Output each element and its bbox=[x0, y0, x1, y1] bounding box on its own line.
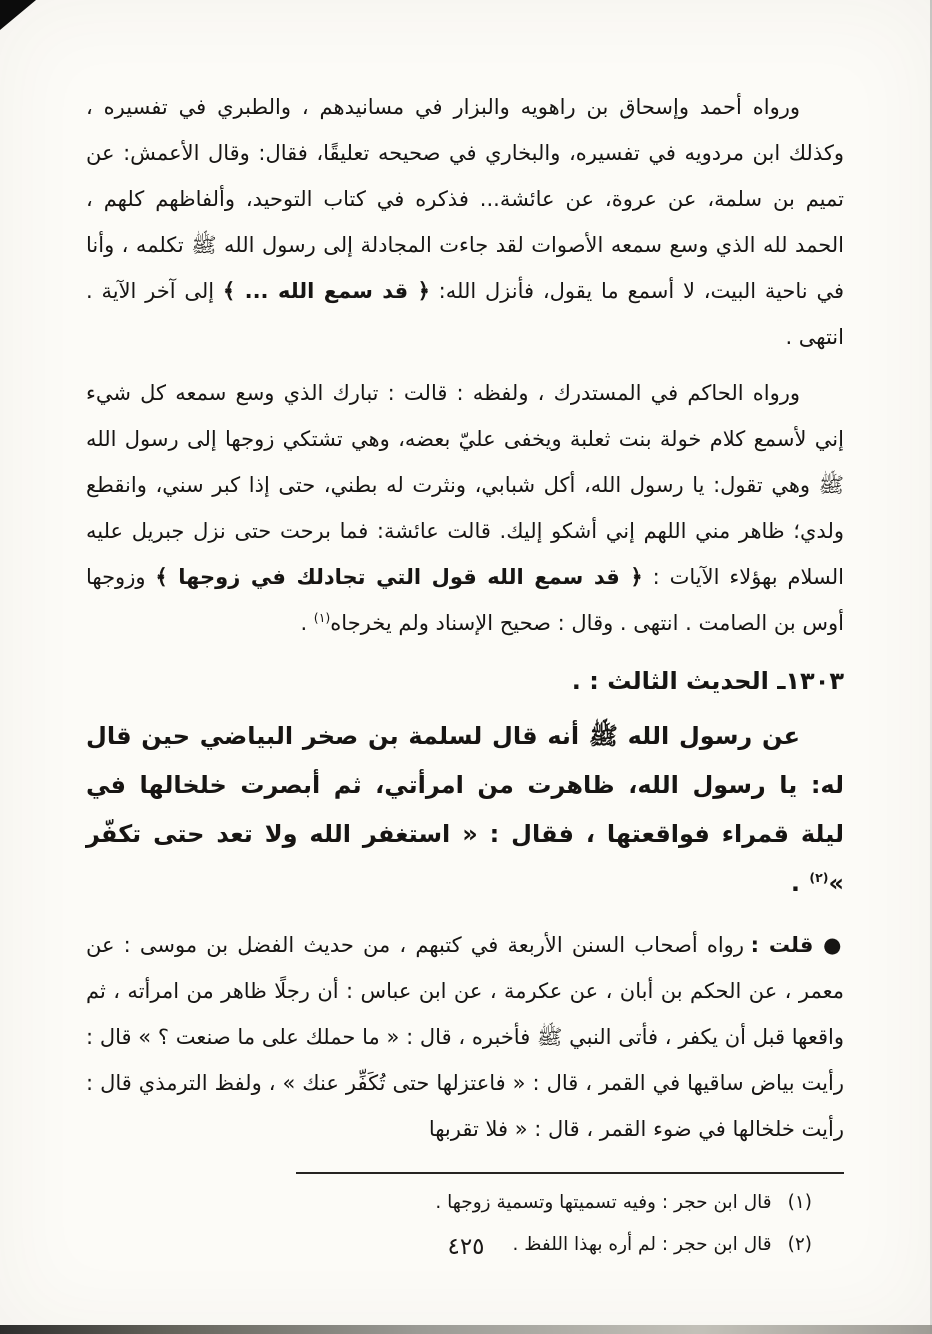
qultu-lead-in: ● قلت : bbox=[750, 933, 844, 957]
footnote-1-marker: (١) bbox=[787, 1192, 812, 1213]
page-content bbox=[86, 84, 844, 1266]
scan-corner-artifact bbox=[0, 0, 36, 30]
footnote-1-text: قال ابن حجر : وفيه تسميتها وتسمية زوجها . bbox=[435, 1192, 772, 1213]
scan-bottom-edge-artifact bbox=[0, 1325, 932, 1334]
hadith-text bbox=[86, 712, 844, 908]
page-number: ٤٢٥ bbox=[447, 1234, 485, 1260]
text-run: رواه أصحاب السنن الأربعة في كتبهم ، من حديث الفضل بن موسى : عن معمر ، عن الحكم بن أبان ، عن عكرمة ، عن ابن عباس : أن رجلًا ظاهر من امرأته ، ثم واقعها قبل أن يكفر ، فأتى النبي ﷺ فأخبره ، قال : « ما حملك على ما صنعت ؟ » قال : رأيت بياض ساقيها في القمر ، قال : « فاعتزلها حتى تُكَفِّر عنك » ، ولفظ الترمذي قال : رأيت خلخالها في ضوء القمر ، قال : « فلا تقربها bbox=[86, 933, 844, 1141]
paragraph-isnad-ahmad bbox=[86, 84, 844, 360]
text-run: ورواه الحاكم في المستدرك ، ولفظه : قالت : تبارك الذي وسع سمعه كل شيء إني لأسمع كلام خولة بنت ثعلبة ويخفى عليّ بعضه، وهي تشتكي زوجها إلى رسول الله ﷺ وهي تقول: يا رسول الله، أكل شبابي، ونثرت له بطني، حتى إذا كبر سني، وانقطع ولدي؛ ظاهر مني اللهم إني أشكو إليك. قالت عائشة: فما برحت حتى نزل جبريل عليه السلام بهؤلاء الآيات : bbox=[86, 381, 844, 589]
quran-quote: ﴿ قد سمع الله ... ﴾ bbox=[222, 279, 430, 303]
text-run: . bbox=[300, 611, 314, 635]
commentary-paragraph bbox=[86, 922, 844, 1152]
text-run: ورواه أحمد وإسحاق بن راهويه والبزار في مسانيدهم ، والطبري في تفسيره ، وكذلك ابن مردويه في تفسيره، والبخاري في صحيحه تعليقًا، فقال: وقال الأعمش: عن تميم بن سلمة، عن عروة، عن عائشة... فذكره في كتاب التوحيد، وألفاظهم كلهم ، الحمد لله الذي وسع سمعه الأصوات لقد جاءت المجادلة إلى رسول الله ﷺ تكلمه ، وأنا في ناحية البيت، لا أسمع ما يقول، فأنزل الله: bbox=[86, 95, 844, 303]
hadith-number-heading: ١٣٠٣ـ الحديث الثالث : . bbox=[571, 667, 844, 695]
footnote-2-marker: (٢) bbox=[787, 1234, 812, 1255]
text-run: . bbox=[790, 869, 810, 897]
quran-quote: ﴿ قد سمع الله قول التي تجادلك في زوجها ﴾ bbox=[155, 565, 643, 589]
footnote-reference-1: (١) bbox=[313, 610, 331, 625]
text-run: إلى آخر الآية . انتهى . bbox=[86, 279, 844, 349]
footnote-reference-2: (٢) bbox=[809, 870, 829, 885]
paragraph-hakim-mustadrak bbox=[86, 370, 844, 646]
footnote-2-text: قال ابن حجر : لم أره بهذا اللفظ . bbox=[512, 1234, 772, 1255]
footnote-divider bbox=[296, 1172, 844, 1174]
footnote-1 bbox=[86, 1182, 844, 1224]
text-run: عن رسول الله ﷺ أنه قال لسلمة بن صخر البياضي حين قال له: يا رسول الله، ظاهرت من امرأتي، ثم أبصرت خلخالها في ليلة قمراء فواقعتها ، فقال : « استغفر الله ولا تعد حتى تكفّر » bbox=[86, 722, 844, 897]
text-run: وزوجها أوس بن الصامت . انتهى . وقال : صحيح الإسناد ولم يخرجاه bbox=[86, 565, 844, 635]
